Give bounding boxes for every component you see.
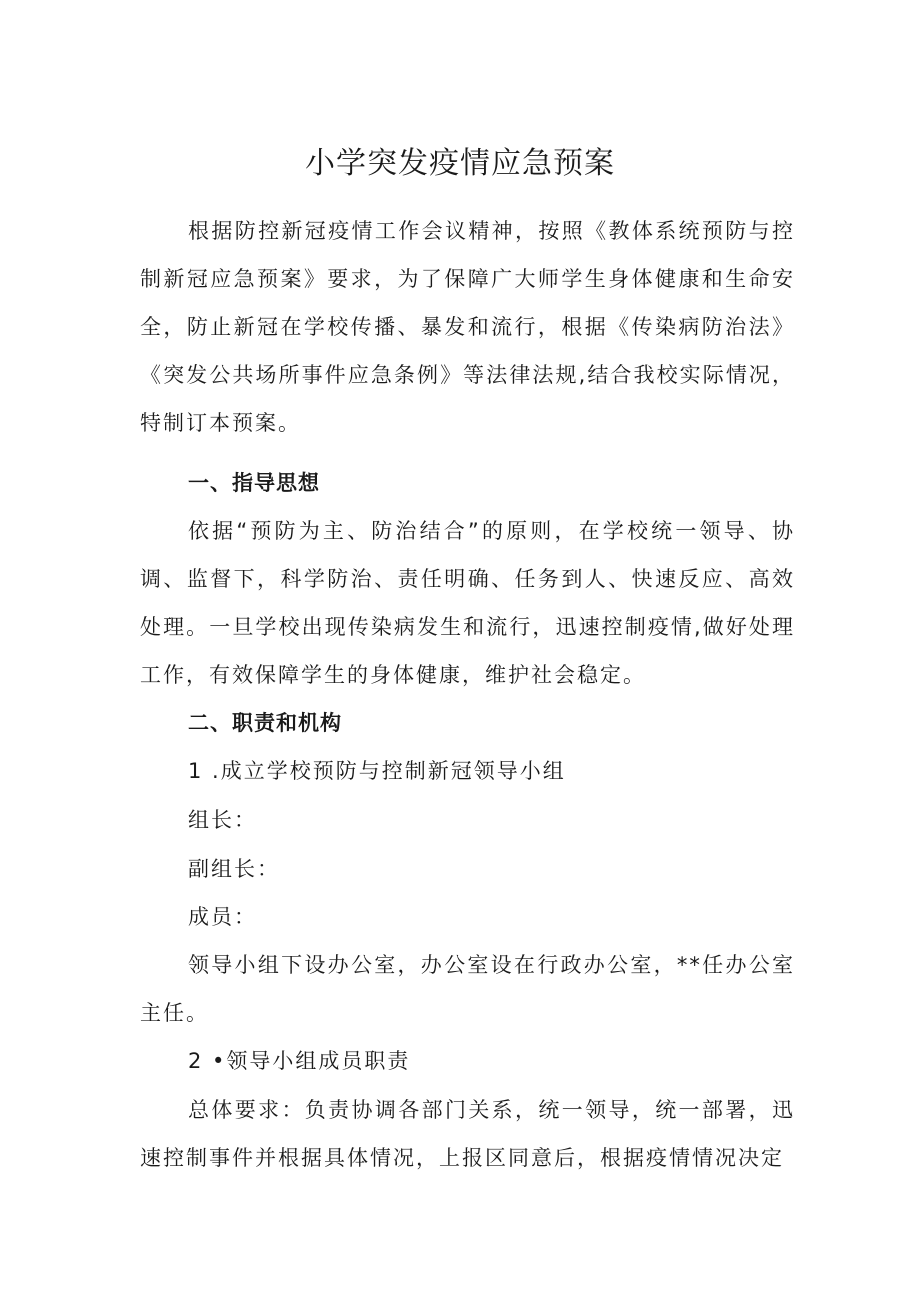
- guiding-ideology-paragraph: 依据“预防为主、防治结合”的原则，在学校统一领导、协调、监督下，科学防治、责任明确、任务到人、快速反应、高效处理。一旦学校出现传染病发生和流行，迅速控制疫情,做好处理工作，有效保障学生的身体健康，维护社会稳定。: [140, 519, 795, 687]
- office-paragraph: 领导小组下设办公室，办公室设在行政办公室，**任办公室主任。: [140, 953, 795, 1025]
- item-2-member-duties: 2 •领导小组成员职责: [188, 1049, 411, 1073]
- group-leader-line: 组长：: [188, 808, 257, 832]
- overall-requirements-paragraph: 总体要求：负责协调各部门关系，统一领导，统一部署，迅速控制事件并根据具体情况，上报区同意后，根据疫情情况决定: [140, 1098, 795, 1170]
- section-heading-duties-organization: 二、职责和机构: [188, 711, 342, 735]
- members-line: 成员：: [188, 905, 257, 929]
- intro-paragraph: 根据防控新冠疫情工作会议精神，按照《教体系统预防与控制新冠应急预案》要求，为了保障广大师学生身体健康和生命安全，防止新冠在学校传播、暴发和流行，根据《传染病防治法》《突发公共场所事件应急条例》等法律法规,结合我校实际情况，特制订本预案。: [140, 219, 795, 435]
- deputy-leader-line: 副组长：: [188, 857, 280, 881]
- item-1-establish-group: 1 .成立学校预防与控制新冠领导小组: [188, 759, 566, 783]
- document-title: 小学突发疫情应急预案: [305, 146, 615, 181]
- section-heading-guiding-ideology: 一、指导思想: [188, 471, 320, 495]
